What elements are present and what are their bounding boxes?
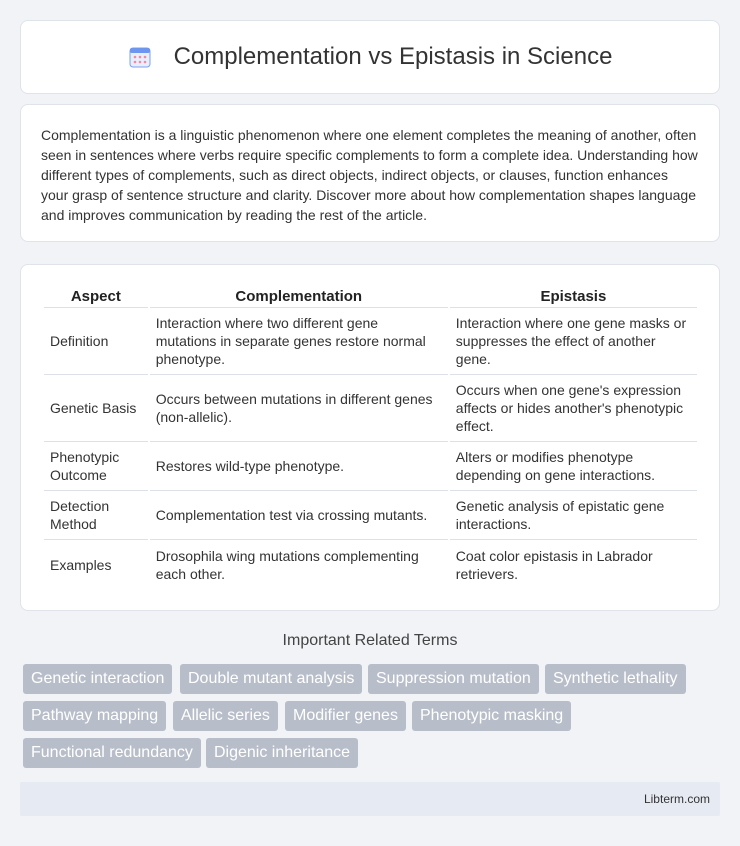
header-aspect: Aspect xyxy=(44,285,148,308)
footer-brand-link[interactable]: Libterm.com xyxy=(643,792,710,806)
complementation-cell: Drosophila wing mutations complementing each other. xyxy=(155,547,419,582)
table-row xyxy=(44,375,697,442)
tag-functional-redundancy[interactable]: Functional redundancy xyxy=(23,738,201,768)
tag-genetic-interaction[interactable]: Genetic interaction xyxy=(23,664,172,694)
table-row xyxy=(44,540,697,589)
related-terms-heading: Important Related Terms xyxy=(282,632,458,649)
tag-suppression-mutation[interactable]: Suppression mutation xyxy=(368,664,539,694)
title-card xyxy=(20,20,720,94)
tag-digenic-inheritance[interactable]: Digenic inheritance xyxy=(206,738,358,768)
tag-modifier-genes[interactable]: Modifier genes xyxy=(285,701,406,731)
intro-card xyxy=(20,104,720,242)
aspect-cell: Definition xyxy=(44,308,148,375)
epistasis-cell: Genetic analysis of epistatic gene interactions. xyxy=(450,491,697,540)
complementation-cell: Restores wild-type phenotype. xyxy=(150,442,448,491)
page-title: Complementation vs Epistasis in Science xyxy=(173,43,613,70)
table-row xyxy=(44,491,697,540)
epistasis-cell: Alters or modifies phenotype depending on gene interactions. xyxy=(450,442,697,491)
comparison-card xyxy=(20,264,720,611)
tag-allelic-series[interactable]: Allelic series xyxy=(173,701,278,731)
tag-synthetic-lethality[interactable]: Synthetic lethality xyxy=(545,664,686,694)
intro-paragraph: Complementation is a linguistic phenomenon where one element completes the meaning of another, often seen in sentences where verbs require specific complements to form a complete idea. Understanding how different types of complements, such as direct objects, indirect objects, or clauses, function enhances your grasp of sentence structure and clarity. Discover more about how complementation shapes language and improves communication by reading the rest of the article. xyxy=(41,127,698,223)
tag-double-mutant-analysis[interactable]: Double mutant analysis xyxy=(180,664,362,694)
table-row xyxy=(44,308,697,375)
aspect-cell: Detection Method xyxy=(44,491,148,540)
header-complementation: Complementation xyxy=(150,285,448,308)
aspect-cell: Genetic Basis xyxy=(44,375,148,442)
comparison-table xyxy=(42,285,699,589)
table-header-row xyxy=(44,285,697,308)
calendar-grid-icon xyxy=(128,45,152,69)
epistasis-cell: Occurs when one gene's expression affects or hides another's phenotypic effect. xyxy=(450,375,697,442)
complementation-cell: Complementation test via crossing mutants. xyxy=(150,491,448,540)
epistasis-cell: Coat color epistasis in Labrador retrievers. xyxy=(455,547,653,582)
table-row xyxy=(44,442,697,491)
tag-phenotypic-masking[interactable]: Phenotypic masking xyxy=(412,701,571,731)
aspect-cell: Phenotypic Outcome xyxy=(44,442,148,491)
complementation-cell: Interaction where two different gene mutations in separate genes restore normal phenotype. xyxy=(150,308,448,375)
complementation-cell: Occurs between mutations in different genes (non-allelic). xyxy=(150,375,448,442)
header-epistasis: Epistasis xyxy=(450,285,697,308)
aspect-cell: Examples xyxy=(50,556,112,573)
tag-pathway-mapping[interactable]: Pathway mapping xyxy=(23,701,166,731)
epistasis-cell: Interaction where one gene masks or suppresses the effect of another gene. xyxy=(450,308,697,375)
footer xyxy=(20,782,720,816)
